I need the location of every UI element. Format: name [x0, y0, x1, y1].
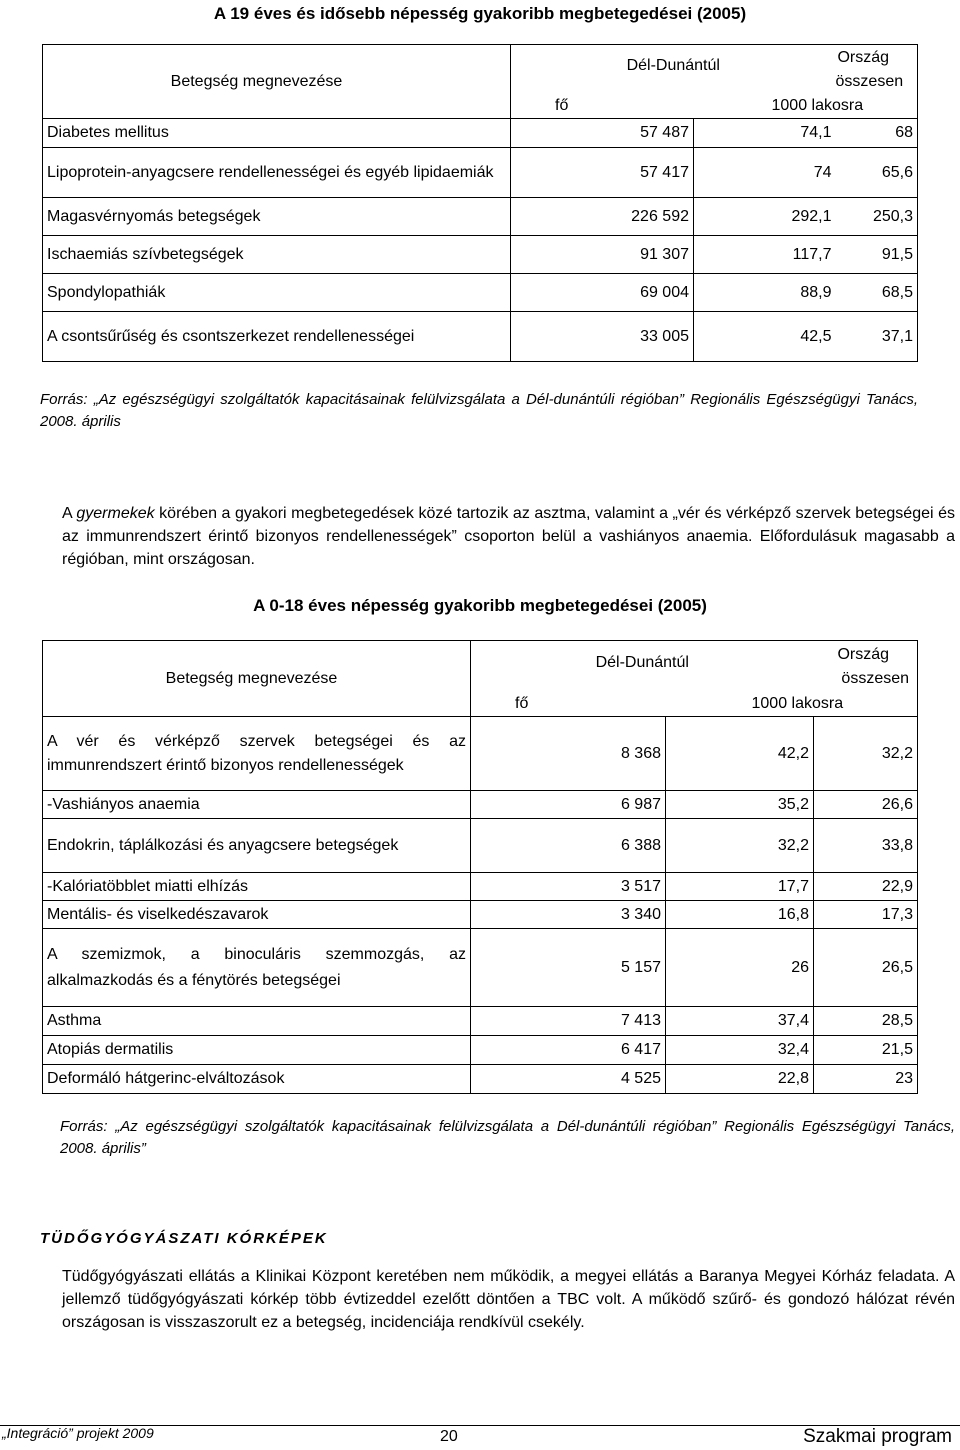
- table-row: [43, 1036, 918, 1065]
- country-cell: 21,5: [814, 1036, 918, 1065]
- paragraph-children: A gyermekek körében a gyakori megbetegedések közé tartozik az asztma, valamint a „vér és vérképző szervek betegségei és az immunrendszert érintő bizonyos rendellenességek” csoporton belül a vashiányos anaemia. Előfordulásuk magasabb a régióban, mint országosan.: [62, 505, 956, 568]
- table-row: [43, 274, 918, 312]
- unit-count: fő: [511, 95, 694, 119]
- disease-name: Mentális- és viselkedészavarok: [43, 901, 471, 929]
- rate-cell: 117,7: [694, 236, 836, 274]
- country-cell: 28,5: [814, 1007, 918, 1036]
- count-cell: 57 417: [511, 148, 694, 198]
- rate-cell: 37,4: [666, 1007, 814, 1036]
- unit-rate: 1000 lakosra: [666, 693, 918, 717]
- rate-cell: 16,8: [666, 901, 814, 929]
- count-cell: 6 987: [471, 791, 666, 819]
- rate-cell: 26: [666, 929, 814, 1007]
- column-header-country: Ország összesen: [814, 641, 918, 693]
- rate-cell: 74: [694, 148, 836, 198]
- count-cell: 69 004: [511, 274, 694, 312]
- section-heading: TÜDŐGYÓGYÁSZATI KÓRKÉPEK: [40, 1230, 328, 1247]
- count-cell: 6 388: [471, 819, 666, 873]
- column-header-country: Ország összesen: [836, 45, 918, 95]
- table-row: [43, 198, 918, 236]
- table-row: [43, 901, 918, 929]
- disease-name: Spondylopathiák: [43, 274, 511, 312]
- country-cell: 37,1: [836, 312, 918, 362]
- table-row: [43, 1065, 918, 1094]
- rate-cell: 35,2: [666, 791, 814, 819]
- disease-name: A vér és vérképző szervek betegségei és az immunrendszert érintő bizonyos rendellenességek: [43, 717, 471, 791]
- disease-name: Endokrin, táplálkozási és anyagcsere betegségek: [43, 819, 471, 873]
- count-cell: 6 417: [471, 1036, 666, 1065]
- disease-name: Asthma: [43, 1007, 471, 1036]
- rate-cell: 32,2: [666, 819, 814, 873]
- rate-cell: 292,1: [694, 198, 836, 236]
- count-cell: 7 413: [471, 1007, 666, 1036]
- country-cell: 26,5: [814, 929, 918, 1007]
- count-cell: 8 368: [471, 717, 666, 791]
- country-cell: 65,6: [836, 148, 918, 198]
- table2-title: A 0-18 éves népesség gyakoribb megbetegedései (2005): [253, 596, 707, 615]
- count-cell: 4 525: [471, 1065, 666, 1094]
- table-row: [43, 236, 918, 274]
- count-cell: 91 307: [511, 236, 694, 274]
- column-header-name: Betegség megnevezése: [43, 45, 511, 119]
- source-note: Forrás: „Az egészségügyi szolgáltatók kapacitásainak felülvizsgálata a Dél-dunántúli régióban” Regionális Egészségügyi Tanács, 2008. április: [40, 391, 918, 430]
- country-cell: 22,9: [814, 873, 918, 901]
- table-row: [43, 873, 918, 901]
- disease-name: -Vashiányos anaemia: [43, 791, 471, 819]
- disease-name: Lipoprotein-anyagcsere rendellenességei és egyéb lipidaemiák: [43, 148, 511, 198]
- emphasis: gyermekek: [76, 505, 155, 522]
- country-cell: 32,2: [814, 717, 918, 791]
- footer-left: „Integráció” projekt 2009: [2, 1425, 154, 1441]
- table-row: [43, 717, 918, 791]
- disease-name: Diabetes mellitus: [43, 119, 511, 148]
- adult-disease-table: [42, 44, 918, 362]
- country-cell: 23: [814, 1065, 918, 1094]
- disease-name: -Kalóriatöbblet miatti elhízás: [43, 873, 471, 901]
- count-cell: 33 005: [511, 312, 694, 362]
- source-note-2: Forrás: „Az egészségügyi szolgáltatók kapacitásainak felülvizsgálata a Dél-dunántúli régióban” Regionális Egészségügyi Tanács, 2008. április”: [60, 1118, 955, 1157]
- country-cell: 68,5: [836, 274, 918, 312]
- paragraph-pulmonology: Tüdőgyógyászati ellátás a Klinikai Központ keretében nem működik, a megyei ellátás a Baranya Megyei Kórház feladata. A jellemző tüdőgyógyászati kórkép több évtizeddel ezelőtt döntően a TBC volt. A működő szűrő- és gondozó hálózat révén országosan is visszaszorult ez a betegség, incidenciája rendkívül csekély.: [62, 1268, 955, 1331]
- count-cell: 226 592: [511, 198, 694, 236]
- unit-rate: 1000 lakosra: [694, 95, 918, 119]
- count-cell: 3 517: [471, 873, 666, 901]
- country-cell: 33,8: [814, 819, 918, 873]
- disease-name: Atopiás dermatilis: [43, 1036, 471, 1065]
- rate-cell: 42,2: [666, 717, 814, 791]
- disease-name: A csontsűrűség és csontszerkezet rendellenességei: [43, 312, 511, 362]
- disease-name: Ischaemiás szívbetegségek: [43, 236, 511, 274]
- unit-count: fő: [471, 693, 666, 717]
- disease-name: Magasvérnyomás betegségek: [43, 198, 511, 236]
- table-row: [43, 1007, 918, 1036]
- rate-cell: 42,5: [694, 312, 836, 362]
- page-number: 20: [440, 1428, 458, 1445]
- table-row: [43, 929, 918, 1007]
- rate-cell: 17,7: [666, 873, 814, 901]
- disease-name: A szemizmok, a binoculáris szemmozgás, az alkalmazkodás és a fénytörés betegségei: [43, 929, 471, 1007]
- column-header-name: Betegség megnevezése: [43, 641, 471, 717]
- table-row: [43, 119, 918, 148]
- country-cell: 250,3: [836, 198, 918, 236]
- column-header-region: Dél-Dunántúl: [471, 641, 814, 693]
- table1-title: A 19 éves és idősebb népesség gyakoribb megbetegedései (2005): [213, 4, 747, 23]
- country-cell: 26,6: [814, 791, 918, 819]
- rate-cell: 88,9: [694, 274, 836, 312]
- footer-right: Szakmai program: [803, 1426, 952, 1447]
- rate-cell: 32,4: [666, 1036, 814, 1065]
- disease-name: Deformáló hátgerinc-elváltozások: [43, 1065, 471, 1094]
- country-cell: 91,5: [836, 236, 918, 274]
- rate-cell: 74,1: [694, 119, 836, 148]
- table-row: [43, 312, 918, 362]
- count-cell: 57 487: [511, 119, 694, 148]
- child-disease-table: [42, 640, 918, 1094]
- count-cell: 3 340: [471, 901, 666, 929]
- table-row: [43, 148, 918, 198]
- country-cell: 68: [836, 119, 918, 148]
- rate-cell: 22,8: [666, 1065, 814, 1094]
- country-cell: 17,3: [814, 901, 918, 929]
- column-header-region: Dél-Dunántúl: [511, 45, 836, 95]
- table-row: [43, 791, 918, 819]
- table-row: [43, 819, 918, 873]
- count-cell: 5 157: [471, 929, 666, 1007]
